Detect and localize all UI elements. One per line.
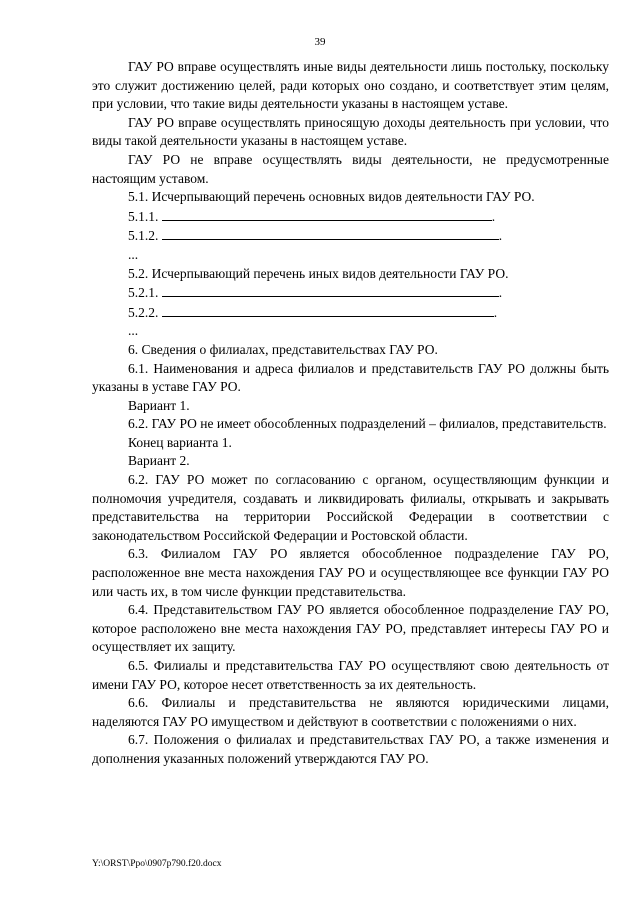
document-body (92, 58, 609, 769)
blank-suffix: . (491, 208, 496, 224)
blank-line (162, 226, 499, 240)
paragraph: 6.3. Филиалом ГАУ РО является обособленное подразделение ГАУ РО, расположенное вне места нахождения ГАУ РО и осуществляющее все функции ГАУ РО или часть их, в том числе функции представительства. (92, 546, 609, 599)
paragraph: 6.1. Наименования и адреса филиалов и представительств ГАУ РО должны быть указаны в уставе ГАУ РО. (92, 360, 609, 395)
blank-suffix: . (498, 228, 503, 244)
blank-line (162, 303, 494, 317)
ellipsis: ... (128, 323, 139, 339)
list-item (92, 303, 609, 323)
list-item (92, 207, 609, 227)
page-number: 39 (314, 36, 326, 48)
paragraph: 6.2. ГАУ РО может по согласованию с органом, осуществляющим функции и полномочия учредителя, создавать и ликвидировать филиалы, открывать и закрывать представительства на территории Российской Федерации в соответствии с законодательством Российской Федерации и Ростовской области. (92, 472, 609, 543)
section-heading: 5.2. Исчерпывающий перечень иных видов деятельности ГАУ РО. (128, 265, 509, 281)
ellipsis: ... (128, 246, 139, 262)
blank-suffix: . (493, 304, 498, 320)
variant-label: Вариант 2. (128, 453, 190, 469)
paragraph: ГАУ РО не вправе осуществлять виды деятельности, не предусмотренные настоящим уставом. (92, 151, 609, 186)
list-item (92, 283, 609, 303)
list-item (92, 226, 609, 246)
list-item-number: 5.2.2. (128, 304, 159, 320)
variant-end-label: Конец варианта 1. (128, 434, 232, 450)
variant-label: Вариант 1. (128, 397, 190, 413)
paragraph: ГАУ РО вправе осуществлять приносящую доходы деятельность при условии, что виды такой деятельности указаны в настоящем уставе. (92, 114, 609, 149)
list-item-number: 5.1.2. (128, 228, 159, 244)
footer-file-path: Y:\ORST\Ppo\0907p790.f20.docx (92, 859, 222, 869)
paragraph: 6.2. ГАУ РО не имеет обособленных подразделений – филиалов, представительств. (128, 416, 607, 432)
list-item-number: 5.2.1. (128, 285, 159, 301)
section-heading: 5.1. Исчерпывающий перечень основных видов деятельности ГАУ РО. (128, 189, 535, 205)
blank-line (162, 283, 499, 297)
section-heading: 6. Сведения о филиалах, представительствах ГАУ РО. (128, 341, 438, 357)
paragraph: 6.4. Представительством ГАУ РО является обособленное подразделение ГАУ РО, которое расположено вне места нахождения ГАУ РО, представляет интересы ГАУ РО и осуществляет их защиту. (92, 602, 609, 655)
paragraph: 6.7. Положения о филиалах и представительствах ГАУ РО, а также изменения и дополнения указанных положений утверждаются ГАУ РО. (92, 732, 609, 766)
paragraph: 6.5. Филиалы и представительства ГАУ РО осуществляют свою деятельность от имени ГАУ РО, которое несет ответственность за их деятельность. (92, 658, 609, 692)
paragraph: ГАУ РО вправе осуществлять иные виды деятельности лишь постольку, поскольку это служит достижению целей, ради которых оно создано, и соответствует этим целям, при условии, что такие виды деятельности указаны в настоящем уставе. (92, 59, 609, 112)
blank-suffix: . (498, 285, 503, 301)
list-item-number: 5.1.1. (128, 208, 159, 224)
paragraph: 6.6. Филиалы и представительства не являются юридическими лицами, наделяются ГАУ РО имуществом и действуют в соответствии с положениями о них. (92, 695, 609, 729)
blank-line (162, 207, 492, 221)
